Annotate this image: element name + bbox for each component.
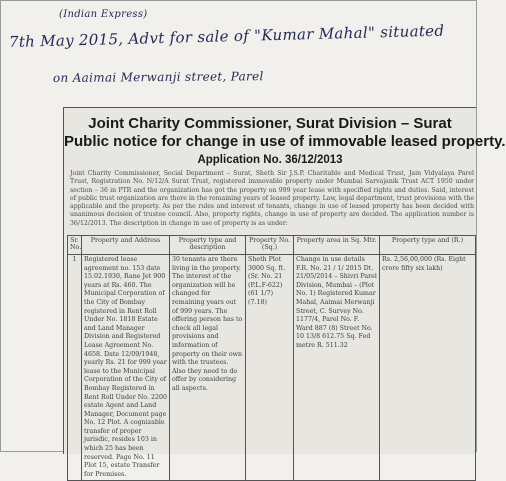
row-property-no: Sheth Plot 3000 Sq. ft. (Sr. No. 21 (P.L.F-622) (61 1/7) (7.18) (246, 255, 294, 481)
handwritten-line-2: on Aaimai Merwanji street, Parel (52, 69, 264, 85)
property-table (67, 235, 476, 481)
handwritten-source-note: (Indian Express) (59, 9, 148, 20)
col-header-area: Property area in Sq. Mtr. (294, 236, 380, 255)
row-address: Registered lease agreement no. 153 date 15.02.1930, Rane Jet 900 years at Rs. 460. The Municipal Corporation of the City of Bombay registered in Rent Roll Under No. 1818 Estate and Land Manager Division and Registered Lease Agreement No. 4658. Date 12/09/1948, yearly Rs. 21 for 999 year lease to the Municipal Corporation of the City of Bombay Registered in Rent Roll Under No. 2200 estate Agent and Land Manager, Document page No. 12 Plot. A cognizable transfer of proper jurisdic, resides 103 in which 25 has been reserved. Page No. 11 Plot 15, estate Transfer for Premises. (82, 255, 170, 481)
row-area: Change in use details F.R. No. 21 / 1/ 2015 Dt. 21/05/2014 – Shivri Parel Division, Mumbai – (Plot No. 1) Registered Kumar Mahal, Aaimai Merwanji Street, C. Survey No. 1177/4, Parel No. F. Ward 887 (8) Street No. 10 13/8 612.75 Sq. Fed metre R. 511.32 (294, 255, 380, 481)
col-header-sr-no: Sr. No. (68, 236, 82, 255)
notice-title: Joint Charity Commissioner, Surat Division – Surat (88, 115, 452, 132)
row-value: Rs. 2,56,00,000 (Rs. Eight crore fifty six lakh) (380, 255, 476, 481)
application-number: Application No. 36/12/2013 (197, 154, 343, 166)
notice-intro-paragraph: Joint Charity Commissioner, Social Department – Surat, Sheth Sir J.S.P. Charitable and Medical Trust, Jain Vidyalaya Parel Trust, Registration No. N/12/A Surat Trust, registered immovable property under Mumbai Sarvajanik Trust ACT 1950 under section – 36 in PTR and the organization has got the property on 999 year lease with specified rights and duties. Said, interest of public trust organization are there in the remaining years of leased property. Law, legal department, trust provisions with the applicable and the property. As per the rules and interest of tenants, change in use of leased property has been decided with unanimous decision of trustee council. Also, property rights, change in use of property are decided. The application number is 36/12/2013. The description in change in use of property is as under: (70, 170, 474, 227)
handwritten-line-1: 7th May 2015, Advt for sale of "Kumar Mahal" situated (8, 21, 445, 51)
table-row (68, 255, 476, 481)
notice-subtitle: Public notice for change in use of immovable leased property. (64, 133, 506, 150)
col-header-property-no: Property No. (Sq.) (246, 236, 294, 255)
col-header-value: Property type and (R.) (380, 236, 476, 255)
newspaper-clipping (63, 107, 506, 478)
col-header-description: Property type and description (170, 236, 246, 255)
table-header-row (68, 236, 476, 255)
row-sr-no: 1 (68, 255, 82, 481)
row-description: 30 tenants are there living in the property. The interest of the organization will be changed for remaining years out of 999 years. The offering person has to check all legal provisions and information of property on their own with the trustees. Also they need to do offer by considering all aspects. (170, 255, 246, 481)
col-header-address: Property and Address (82, 236, 170, 255)
